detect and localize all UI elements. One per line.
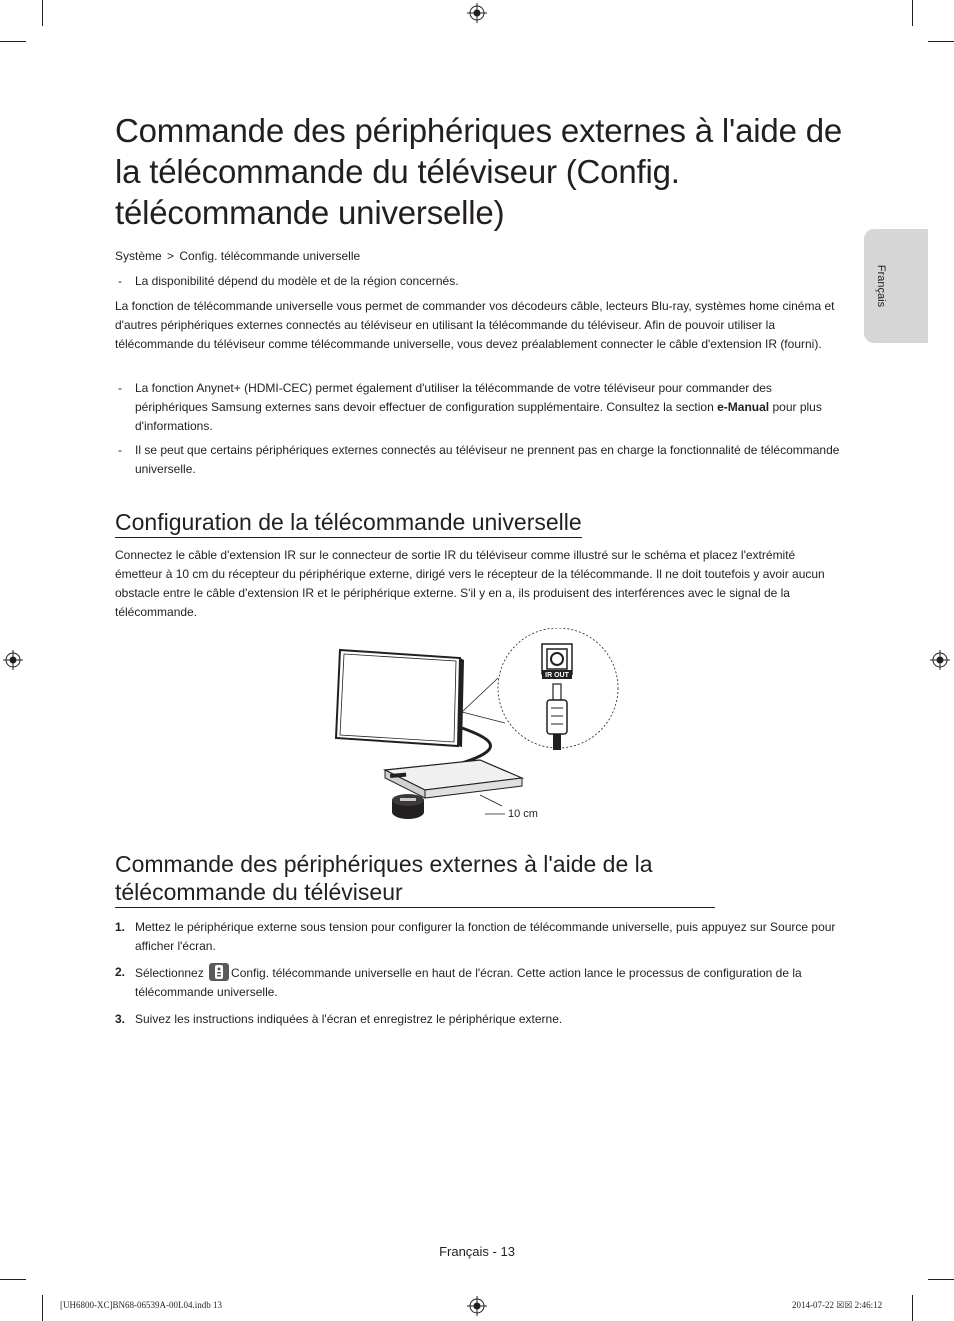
menu-path-separator: >: [167, 249, 175, 263]
section-heading: Commande des périphériques externes à l'aide de la télécommande du téléviseur: [115, 850, 715, 908]
ir-out-label: IR OUT: [545, 672, 569, 679]
note-text: La fonction Anynet+ (HDMI-CEC) permet également d'utiliser la télécommande de votre téléviseur pour commander des périphériques Samsung externes sans devoir effectuer de configuration supplémentaire. Consultez la section e-Manual pour plus d'informations.: [135, 381, 822, 433]
crop-mark: [42, 0, 43, 26]
crop-mark: [928, 41, 954, 42]
section-body: Connectez le câble d'extension IR sur le connecteur de sortie IR du téléviseur comme illustré sur le schéma et placez l'extrémité émetteur à 10 cm du récepteur du périphérique externe, dirigé vers le récepteur de la télécommande. Il ne doit toutefois y avoir aucun obstacle entre le câble d'extension IR et le périphérique externe. S'il y en a, ils produisent des interférences avec le signal de la télécommande.: [115, 548, 825, 619]
print-slug-right: 2014-07-22 ☒☒ 2:46:12: [792, 1300, 883, 1310]
crop-mark: [42, 1295, 43, 1321]
crop-mark: [0, 41, 26, 42]
e-manual-reference: e-Manual: [717, 400, 770, 414]
menu-path-item: Config. télécommande universelle: [179, 249, 361, 263]
note-text: La disponibilité dépend du modèle et de la région concernés.: [135, 274, 459, 288]
distance-label: 10 cm: [508, 808, 538, 820]
note-text: Il se peut que certains périphériques externes connectés au téléviseur ne prennent pas en charge la fonctionnalité de télécommande universelle.: [135, 443, 840, 476]
menu-path-item: Système: [115, 249, 162, 263]
crop-mark: [0, 1279, 26, 1280]
registration-mark-icon: [930, 650, 950, 670]
ir-emitter-illustration: [392, 794, 424, 819]
intro-paragraph: La fonction de télécommande universelle vous permet de commander vos décodeurs câble, lecteurs Blu-ray, systèmes home cinéma et d'autres périphériques externes connectés au téléviseur en utilisant la télécommande du téléviseur. Afin de pouvoir utiliser la télécommande du téléviseur comme télécommande universelle, vous devez préalablement connecter le câble d'extension IR (fourni).: [115, 299, 835, 351]
registration-mark-icon: [467, 3, 487, 23]
crop-mark: [928, 1279, 954, 1280]
registration-mark-icon: [3, 650, 23, 670]
step-text: Sélectionnez Config. télécommande universelle en haut de l'écran. Cette action lance le processus de configuration de la télécommande universelle.: [135, 963, 841, 1002]
tv-illustration: [336, 650, 464, 747]
menu-path: [115, 249, 360, 263]
step-number: 1.: [115, 920, 126, 934]
external-device-illustration: [385, 760, 522, 798]
ir-cable-diagram: [330, 628, 620, 828]
print-slug-left: [UH6800-XC]BN68-06539A-00L04.indb 13: [60, 1300, 222, 1310]
registration-mark-icon: [467, 1296, 487, 1316]
menu-option-name: Config. télécommande universelle: [231, 966, 412, 980]
language-side-tab: [864, 229, 928, 343]
section-heading: Configuration de la télécommande universelle: [115, 508, 582, 538]
step-number: 3.: [115, 1012, 126, 1026]
universal-remote-menu-icon: [209, 963, 229, 981]
ir-out-port-illustration: [542, 644, 572, 679]
page-title: Commande des périphériques externes à l'aide de la télécommande du téléviseur (Config. télécommande universelle): [115, 112, 843, 231]
step-text: Suivez les instructions indiquées à l'écran et enregistrez le périphérique externe.: [135, 1012, 563, 1026]
page-number: Français - 13: [439, 1244, 515, 1259]
step-number: 2.: [115, 965, 126, 979]
step-text: Mettez le périphérique externe sous tension pour configurer la fonction de télécommande universelle, puis appuyez sur Source pour afficher l'écran.: [135, 920, 836, 953]
language-side-tab-label: Français: [875, 264, 887, 308]
crop-mark: [912, 1295, 913, 1321]
crop-mark: [912, 0, 913, 26]
